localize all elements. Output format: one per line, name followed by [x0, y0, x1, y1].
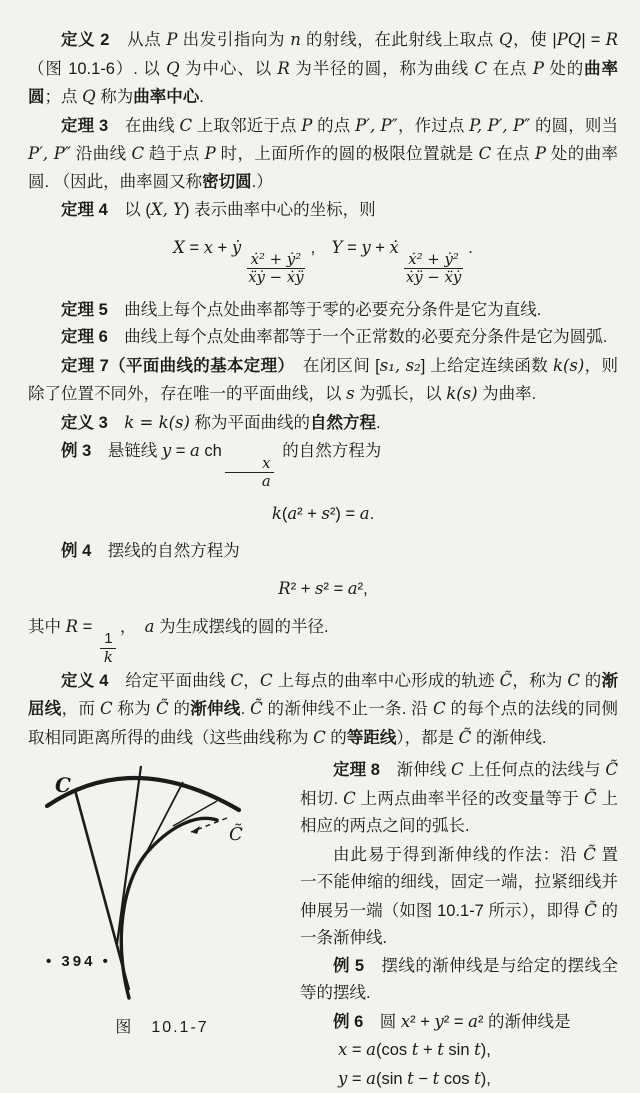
text-run: 定理 6 [61, 328, 108, 347]
text-run: PQ [556, 30, 582, 49]
text-run: 的渐伸线. [471, 728, 547, 747]
text-run: x [262, 453, 271, 472]
text-run: 密切圆 [202, 172, 252, 191]
text-run: 称为平面曲线的 [189, 413, 311, 432]
main-text-block [28, 26, 618, 752]
text-run: . [468, 238, 473, 257]
text-run: 的每个点的法线的同侧取相同距离所得的曲线（这些曲线称为 [28, 700, 619, 747]
text-run: ( [281, 504, 288, 523]
text-run: (sin [375, 1069, 408, 1088]
text-run: 的渐伸线不止一条. 沿 [262, 700, 433, 719]
text-run: P [301, 115, 313, 135]
text-run: 从点 [109, 31, 167, 49]
text-run: ² = [323, 579, 348, 598]
text-run: a [261, 472, 271, 491]
text-run: 定理 4 [61, 201, 108, 219]
text-run: Y [331, 237, 343, 257]
paragraph [300, 953, 618, 1008]
paragraph [28, 352, 618, 409]
text-run: y [361, 237, 371, 257]
text-run: 定义 4 [61, 671, 109, 690]
text-run: 的一条渐伸线. [300, 901, 618, 948]
text-run: a [359, 503, 370, 523]
text-run: 例 5 [333, 956, 365, 975]
text-run [108, 414, 125, 432]
text-run: 为生成摆线的圆的半径. [154, 618, 329, 637]
text-run: k [103, 648, 113, 666]
text-run: C̃ [584, 900, 597, 920]
text-run: 定理 5 [61, 300, 108, 319]
text-run: a [287, 503, 298, 523]
text-run: ẋ [389, 237, 399, 257]
text-run: R [277, 58, 290, 78]
text-run: ² 的渐伸线是 [477, 1012, 571, 1031]
text-run: , [310, 238, 332, 257]
text-run: = [184, 238, 204, 257]
text-run: 置一不能伸缩的细线，固定一端，拉紧细线并伸展另一端（如图 10.1-7 所示），即得 [300, 845, 618, 920]
text-run: ；点 [44, 88, 83, 106]
text-run: 的 [579, 671, 602, 690]
text-run: t [432, 1068, 440, 1088]
text-run: ² + [410, 1012, 435, 1031]
text-run: s [346, 384, 355, 404]
text-run: y [434, 1011, 444, 1031]
paragraph [28, 437, 618, 490]
text-run: ẋÿ − ẍẏ [405, 268, 462, 287]
text-run: ² + [290, 579, 316, 598]
text-run: 上两点曲率半径的改变量等于 [355, 789, 584, 808]
text-run: ẏ [231, 237, 242, 257]
paragraph [300, 841, 618, 953]
fraction [402, 251, 465, 287]
text-run: 例 3 [61, 442, 92, 461]
text-run: = [171, 442, 190, 461]
text-run: 曲率中心 [133, 88, 200, 106]
text-run: C̃ [605, 760, 619, 780]
text-run: C̃ [250, 699, 263, 719]
text-run: 例 6 [333, 1012, 364, 1031]
text-run: X, Y [150, 200, 184, 219]
text-run: ), [480, 1041, 491, 1060]
text-run: 的自然方程为 [277, 442, 382, 461]
text-run: 在点 [491, 145, 535, 163]
text-run: 悬链线 [91, 442, 162, 461]
text-run: + [213, 238, 232, 257]
text-run: 的点 [312, 116, 356, 135]
arrowhead [191, 826, 200, 834]
text-run: 的 [168, 700, 191, 719]
text-run: ，称为 [512, 671, 568, 690]
text-run: x [203, 237, 214, 257]
text-run: ，而 [61, 700, 101, 719]
paragraph [28, 112, 618, 197]
text-run: s [315, 578, 324, 598]
text-run: t [411, 1040, 419, 1060]
text-run: ch [199, 442, 222, 461]
text-run: ），都是 [396, 728, 459, 747]
fraction [225, 455, 275, 491]
text-run: P [166, 30, 178, 49]
text-run: C [432, 699, 446, 719]
text-run: 时，上面所作的圆的极限位置就是 [215, 145, 479, 163]
paragraph [300, 1008, 618, 1037]
text-run: C̃ [155, 699, 169, 719]
text-run: 渐伸线 [379, 761, 451, 780]
page-number: • 394 • [46, 953, 111, 970]
text-run: 处的曲率圆. （因此，曲率圆又称 [28, 145, 618, 191]
text-run: 称为 [95, 88, 134, 106]
paragraph [28, 538, 618, 566]
text-run: 1 [104, 631, 113, 648]
paragraph [28, 575, 618, 604]
text-run: Q [499, 30, 513, 49]
curve-c-tilde [121, 819, 217, 999]
paragraph [28, 196, 618, 225]
paragraph [300, 1036, 618, 1065]
text-run: R [278, 578, 291, 598]
text-run: n [290, 30, 301, 49]
text-run: t [474, 1068, 481, 1088]
text-run: 沿曲线 [70, 145, 132, 163]
fraction [244, 251, 307, 287]
text-run: C [567, 670, 580, 690]
paragraph [28, 409, 618, 438]
paragraph [28, 667, 618, 753]
text-run: x [338, 1040, 348, 1060]
text-run: k(s) [553, 355, 585, 375]
text-run: X [173, 237, 185, 257]
text-run: 等距线 [346, 728, 397, 747]
text-run: 例 4 [61, 542, 92, 561]
text-run: sin [443, 1041, 475, 1060]
text-run: a [366, 1040, 376, 1060]
text-run: ), [480, 1069, 491, 1088]
text-run: 上相应的两点之间的弧长. [300, 789, 618, 836]
text-run: 渐伸线 [190, 700, 241, 719]
text-run: ẋ² + ẏ² [250, 249, 302, 268]
text-run: = [78, 618, 97, 637]
paragraph [28, 234, 618, 287]
paragraph [28, 26, 618, 112]
text-run: a [347, 578, 358, 598]
text-run: 定理 3 [61, 116, 109, 135]
text-run: 处的 [543, 59, 585, 78]
text-run: ，使 | [512, 31, 557, 49]
text-run: 上任何点的法线与 [463, 761, 606, 780]
text-run: 的射线，在此射线上取点 [300, 31, 499, 49]
figure-10-1-7 [28, 756, 296, 1093]
text-run: + [370, 238, 390, 257]
text-run: .） [251, 172, 273, 191]
text-run: 在闭区间 [ [286, 356, 380, 375]
text-run: ] 上给定连续函数 [420, 356, 553, 375]
text-run: 为中心、以 [179, 59, 278, 78]
string-line-4 [173, 801, 217, 826]
text-run: 上取邻近于点 [192, 116, 302, 135]
text-run: 曲线上每个点处曲率都等于一个正常数的必要充分条件是它为圆弧. [107, 328, 608, 347]
text-run: k = k(s) [124, 412, 190, 432]
text-run: 称为 [112, 700, 156, 719]
text-run: k [271, 503, 282, 523]
text-run: C̃ [499, 670, 513, 690]
text-run: P′, P″ [28, 144, 71, 163]
text-run: C [260, 670, 273, 690]
text-run: 以 ( [107, 201, 151, 219]
paragraph [28, 613, 618, 666]
text-run: R [605, 30, 618, 49]
text-run: 其中 [28, 618, 66, 637]
text-run: C [100, 699, 113, 719]
text-run: s [321, 503, 330, 523]
text-run: 的 [325, 728, 347, 747]
text-run: 由此易于得到渐伸线的作法：沿 [333, 845, 584, 864]
fraction [100, 631, 117, 666]
text-run: − [413, 1069, 433, 1088]
right-column-text [296, 756, 618, 1093]
text-run: C [179, 115, 193, 135]
text-run: C [131, 144, 145, 163]
text-run: 摆线的渐伸线是与给定的摆线全等的摆线. [300, 956, 619, 1003]
text-run: P, P′, P″ [469, 115, 531, 135]
paragraph [28, 297, 618, 325]
text-run: C [313, 727, 326, 747]
text-run: | = [581, 31, 606, 49]
text-run: . [369, 504, 375, 523]
text-run: P [534, 144, 546, 163]
text-run: 为半径的圆，称为曲线 [289, 59, 475, 78]
text-run: ) 表示曲率中心的坐标，则 [184, 201, 376, 219]
text-run: R [65, 617, 79, 637]
text-run: C [474, 58, 488, 78]
text-run: Q [166, 58, 180, 78]
text-run: + [418, 1041, 438, 1060]
text-run: 相切. [300, 789, 344, 808]
curve-c-tilde-label: C̃ [229, 824, 243, 846]
text-run: 曲线上每个点处曲率都等于零的必要充分条件是它为直线. [107, 300, 542, 319]
text-run: . [199, 88, 204, 106]
text-run: . [240, 700, 251, 719]
text-run: C̃ [583, 844, 596, 864]
text-run: 曲率圆 [28, 59, 619, 106]
text-run: t [437, 1040, 444, 1060]
paragraph [28, 324, 618, 352]
text-run: = [347, 1041, 367, 1060]
text-run: t [407, 1068, 414, 1088]
text-run: a [190, 441, 200, 461]
text-run: 出发引指向为 [177, 31, 291, 49]
text-run: P [532, 58, 544, 78]
text-run: ，作过点 [397, 116, 470, 135]
text-run: cos [439, 1069, 475, 1088]
text-run: ， [119, 618, 145, 637]
text-run: 定义 3 [61, 413, 108, 432]
text-run: （图 10.1-6）. 以 [28, 59, 167, 78]
text-run: y [338, 1068, 348, 1088]
text-run: 圆 [363, 1012, 401, 1031]
text-run: 上每点的曲率中心形成的轨迹 [272, 671, 500, 690]
text-run: a [468, 1011, 478, 1031]
text-run: C [450, 760, 464, 780]
text-run: 定理 7（平面曲线的基本定理） [61, 356, 287, 375]
text-run: ，则除了位置不同外，存在唯一的平面曲线，以 [28, 356, 619, 404]
text-run: ² = [443, 1012, 469, 1031]
text-run: ẍẏ − ẋÿ [248, 268, 304, 287]
string-line-3 [142, 782, 183, 861]
text-run: 定义 2 [61, 31, 110, 49]
text-run: 给定平面曲线 [108, 671, 231, 690]
text-run: C [230, 670, 244, 690]
text-run: = [347, 1069, 367, 1088]
text-run: 摆线的自然方程为 [91, 542, 240, 561]
paragraph [300, 756, 618, 841]
text-run: P′, P″ [355, 115, 398, 135]
text-run: 在点 [487, 59, 533, 78]
text-run: (cos [375, 1041, 412, 1060]
text-run: 为弧长，以 [354, 385, 447, 404]
text-run: ²) = [329, 504, 360, 523]
text-run: C̃ [583, 788, 597, 808]
text-run: 自然方程 [310, 413, 377, 432]
text-run: k(s) [446, 384, 478, 404]
text-run: 渐屈线 [28, 671, 619, 719]
text-run: t [474, 1040, 481, 1060]
text-run: C̃ [458, 727, 472, 747]
text-run: a [144, 617, 155, 637]
text-run: a [366, 1068, 376, 1088]
text-run: C [343, 788, 356, 808]
string-line-2 [117, 766, 141, 944]
text-run: 定理 8 [333, 761, 380, 780]
text-run: Q [82, 87, 96, 106]
text-run: C [478, 144, 492, 163]
text-run: ² + [297, 504, 322, 523]
text-run: 为曲率. [477, 385, 537, 404]
paragraph [28, 500, 618, 529]
paragraph [300, 1065, 618, 1093]
curve-c-label: C [55, 773, 71, 798]
text-run: . [376, 413, 381, 432]
figure-and-text-row [28, 756, 618, 1093]
text-run: ², [357, 579, 368, 598]
text-run: P [204, 144, 216, 163]
text-run: 的圆，则当 [530, 116, 618, 135]
text-run: s₁, s₂ [379, 355, 421, 375]
text-run: ， [243, 671, 261, 690]
text-run: 在曲线 [108, 116, 180, 135]
text-run: ẋ² + ẏ² [408, 249, 459, 268]
text-run: 趋于点 [144, 145, 205, 163]
text-run: = [342, 238, 362, 257]
text-run: y [161, 441, 172, 461]
text-run: x [400, 1011, 411, 1031]
figure-caption: 图 10.1-7 [115, 1019, 209, 1037]
